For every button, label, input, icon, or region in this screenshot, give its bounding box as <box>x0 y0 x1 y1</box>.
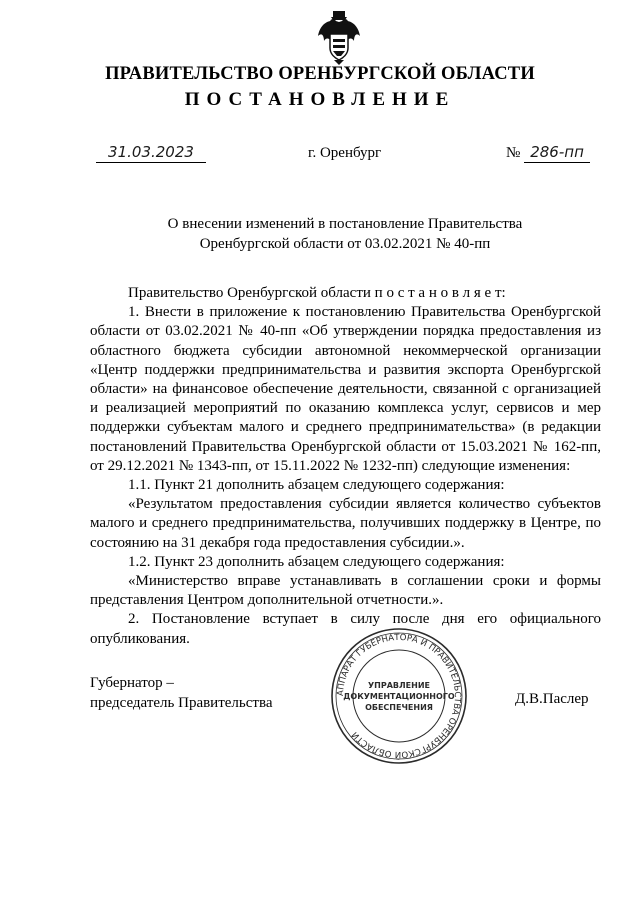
coat-of-arms-emblem <box>314 10 364 66</box>
document-body <box>90 284 601 649</box>
document-subject <box>0 214 640 254</box>
signer-title-line-1: Губернатор – <box>90 675 174 691</box>
body-paragraph: Правительство Оренбургской области п о с т а н о в л я е т: <box>128 285 506 301</box>
body-paragraph: 1.1. Пункт 21 дополнить абзацем следующего содержания: <box>128 477 505 494</box>
subject-line-1: О внесении изменений в постановление Правительства <box>167 216 523 232</box>
document-date: 31.03.2023 <box>96 142 206 163</box>
signer-title <box>90 673 273 713</box>
official-stamp <box>329 626 469 766</box>
document-number <box>506 142 590 163</box>
signer-name: Д.В.Паслер <box>515 691 589 707</box>
body-paragraph: «Результатом предоставления субсидии является количество субъектов малого и среднего предпринимательства, получивших поддержку в Центре, по состоянию на 31 декабря года предоставления субсидии.». <box>90 496 601 551</box>
body-paragraph: 1. Внести в приложение к постановлению Правительства Оренбургской области от 03.02.2021 № 40-пп «Об утверждении порядка предоставления из областного бюджета субсидии автономной некоммерческой организации «Центр поддержки предпринимательства и развития экспорта Оренбургской области» на финансовое обеспечение деятельности, связанной с организацией и реализацией мероприятий по оказанию комплекса услуг, сервисов и мер поддержки субъектам малого и среднего предпринимательства» (в редакции постановлений Правительства Оренбургской области от 15.03.2021 № 162-пп, от 29.12.2021 № 1343-пп, от 15.11.2022 № 1232-пп) следующие изменения: <box>90 304 601 474</box>
number-value: 286-пп <box>524 142 590 163</box>
document-type: ПОСТАНОВЛЕНИЕ <box>184 89 456 110</box>
body-paragraph: 1.2. Пункт 23 дополнить абзацем следующего содержания: <box>128 553 505 570</box>
organization-name: ПРАВИТЕЛЬСТВО ОРЕНБУРГСКОЙ ОБЛАСТИ <box>105 64 535 84</box>
body-paragraph: 2. Постановление вступает в силу после дня его официального опубликования. <box>90 611 601 647</box>
stamp-center-line-3: ОБЕСПЕЧЕНИЯ <box>365 703 433 712</box>
stamp-center-line-1: УПРАВЛЕНИЕ <box>368 681 430 690</box>
stamp-ring-text: АППАРАТ ГУБЕРНАТОРА И ПРАВИТЕЛЬСТВА ОРЕНБУРГСКОЙ ОБЛАСТИ <box>335 632 463 760</box>
document-city: г. Оренбург <box>308 145 382 161</box>
stamp-center-line-2: ДОКУМЕНТАЦИОННОГО <box>343 692 455 701</box>
body-paragraph: «Министерство вправе устанавливать в соглашении сроки и формы представления Центром дополнительной отчетности.». <box>90 573 601 609</box>
subject-line-2: Оренбургской области от 03.02.2021 № 40-пп <box>199 236 491 252</box>
signer-title-line-2: председатель Правительства <box>90 695 273 711</box>
number-prefix: № <box>506 145 521 161</box>
